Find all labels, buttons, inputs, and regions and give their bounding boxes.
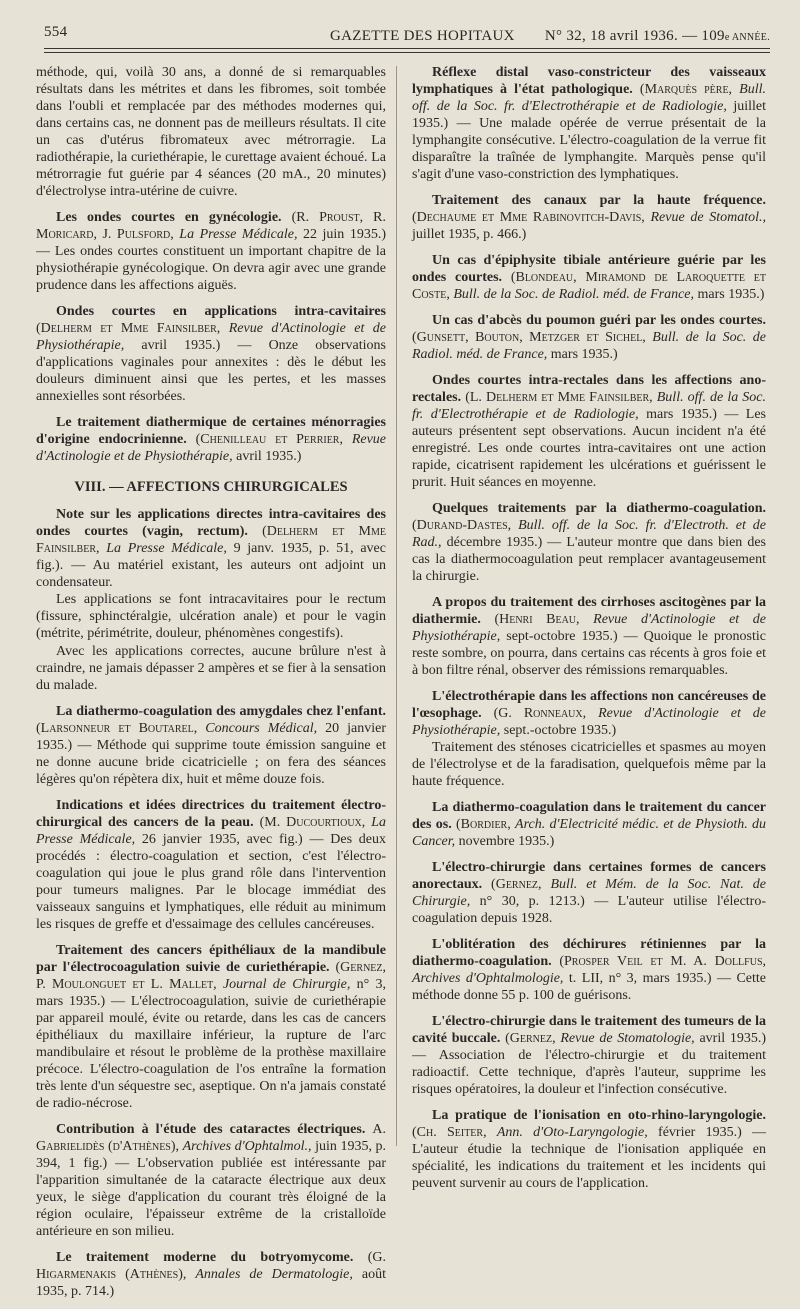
article-entry — [412, 1013, 766, 1098]
entry-title: Un cas d'abcès du poumon guéri par les ondes courtes. — [432, 313, 766, 328]
header-rule-bottom — [44, 52, 770, 53]
entry-text: novembre 1935.) — [458, 834, 555, 849]
entry-source: Revue d'Actinologie et de Physiothérapie, — [36, 432, 387, 464]
entry-authors: (Gunsett, Bouton, Metzger et Sichel, — [412, 330, 646, 345]
entry-authors: (Gernez, — [491, 877, 542, 892]
entry-text: avril 1935.) — [236, 449, 302, 464]
entry-source: Bull. off. de la Soc. fr. d'Electroth. et de Rad., — [412, 518, 767, 550]
article-entry — [36, 1121, 386, 1240]
article-entry — [36, 942, 386, 1112]
entry-title: La diathermo-coagulation dans le traitement du cancer des os. — [412, 800, 766, 832]
issue-info — [545, 28, 770, 45]
entry-title: Contribution à l'étude des cataractes électriques. — [56, 1122, 366, 1137]
article-entry — [412, 594, 766, 679]
entry-source: La Presse Médicale, — [179, 227, 298, 242]
page-header — [44, 18, 770, 48]
entry-title: Le traitement moderne du botryomycome. — [56, 1250, 354, 1265]
article-entry — [36, 209, 386, 294]
entry-authors: (L. Delherm et Mme Fainsilber, — [465, 390, 653, 405]
entry-authors: (Durand-Dastes, — [412, 518, 512, 533]
article-entry — [36, 703, 386, 788]
entry-text: sept.-octobre 1935.) — [503, 723, 617, 738]
entry-source: La Presse Médicale, — [106, 541, 227, 556]
entry-title: L'oblitération des déchirures rétiniennes par la diathermo-coagulation. — [412, 937, 766, 969]
entry-source: Revue de Stomatol., — [650, 210, 767, 225]
entry-authors: (Ch. Seiter, — [412, 1125, 487, 1140]
entry-title: L'électrothérapie dans les affections non cancéreuses de l'œsophage. — [412, 689, 766, 721]
entry-text: juillet 1935.) — Une malade opérée de verrue présentait de la lymphangite consécutive. L'électro-coagulation de la verrue fit disparaître la traînée de lymphangite. Marquès pense qu'il s'agit d'une vaso-constriction des lymphatiques. — [412, 99, 766, 182]
entry-authors: (Henri Beau, — [494, 612, 580, 627]
entry-authors: (R. Proust, R. Moricard, J. Pulsford, — [36, 210, 386, 242]
entry-authors: (Larsonneur et Boutarel, — [36, 721, 198, 736]
article-entry — [412, 64, 766, 183]
entry-text: mars 1935.) — [697, 287, 765, 302]
entry-title: Ondes courtes en applications intra-cavitaires — [56, 304, 386, 319]
entry-text: décembre 1935.) — L'auteur montre que dans bien des cas la diathermocoagulation peut remplacer avantageusement la chirurgie. — [412, 535, 767, 584]
entry-source: Revue d'Actinologie et de Physiothérapie, — [412, 612, 767, 644]
entry-title: L'électro-chirurgie dans certaines formes de cancers anorectaux. — [412, 860, 766, 892]
issue-date: N° 32, 18 avril 1936. — 109 — [544, 28, 725, 44]
entry-title: La pratique de l'ionisation en oto-rhino-laryngologie. — [432, 1108, 766, 1123]
article-entry — [36, 1249, 386, 1300]
entry-text: juin 1935, p. 394, 1 fig.) — L'observation publiée est intéressante par l'apparition simultanée de la cataracte électrique aux deux yeux, le siège d'application du courant très éloigné de la région oculaire, l'épaisseur extrême de la cristalloïde antérieure en son milieu. — [36, 1139, 387, 1239]
entry-text: 9 janv. 1935, p. 51, avec fig.). — Au matériel existant, les auteurs ont adjoint un condensateur. — [36, 541, 386, 590]
entry-text: 26 janvier 1935, avec fig.) — Des deux procédés : électro-coagulation et section, c'est l'électro-coagulation qui joue le plus grand rôle dans l'intervention pour tumeurs malignes. Par le blocage immédiat des vaisseaux sanguins et lymphatiques, elle réduit au minimum les risques de greffe et d'essaimage des cellules cancéreuses. — [36, 832, 386, 932]
entry-title: Quelques traitements par la diathermo-coagulation. — [432, 501, 766, 516]
entry-text: février 1935.) — L'auteur étudie la technique de l'ionisation appliquée en spécialité, les indications du traitement et les incidents qui peuvent survenir au cours de l'application. — [412, 1125, 767, 1191]
entry-authors: (Prosper Veil et M. A. Dollfus, — [559, 954, 767, 969]
entry-text: t. LII, n° 3, mars 1935.) — Cette méthode donne 55 p. 100 de guérisons. — [412, 971, 766, 1003]
entry-authors: (Dechaume et Mme Rabinovitch-Davis, — [412, 210, 645, 225]
entry-source: Revue de Stomatologie, — [560, 1031, 695, 1046]
entry-title: A propos du traitement des cirrhoses ascitogènes par la diathermie. — [412, 595, 766, 627]
article-entry — [412, 372, 766, 491]
entry-source: Bull. off. de la Soc. fr. d'Electrothérapie et de Radiologie, — [412, 390, 767, 422]
entry-source: Concours Médical, — [205, 721, 318, 736]
entry-source: Bull. de la Soc. de Radiol. méd. de France, — [453, 287, 695, 302]
entry-authors: (M. Ducourtioux, — [259, 815, 366, 830]
entry-source: Journal de Chirurgie, — [222, 977, 351, 992]
entry-authors: (Chenilleau et Perrier, — [195, 432, 343, 447]
entry-text: avril 1935.) — Association de l'électro-chirurgie et du traitement radioactif. Cette technique, d'après l'auteur, supprime les risques opératoires, la douleur et l'infection consécutive. — [412, 1031, 767, 1097]
article-entry — [36, 506, 386, 591]
entry-text: mars 1935.) — [550, 347, 618, 362]
entry-source: Bull. et Mém. de la Soc. Nat. de Chirurgie, — [412, 877, 767, 909]
article-entry — [412, 252, 766, 303]
article-entry — [412, 192, 766, 243]
article-entry — [412, 688, 766, 739]
entry-text: août 1935, p. 714.) — [36, 1267, 386, 1299]
entry-title: L'électro-chirurgie dans le traitement des tumeurs de la cavité buccale. — [412, 1014, 766, 1046]
continued-paragraph: méthode, qui, voilà 30 ans, a donné de si remarquables résultats dans les métrites et dans les fibromes, soit tombée dans l'oubli et remplacée par des méthodes modernes qui, dans certains cas, ne donnent pas de meilleurs résultats. Il cite un cas d'utérus fibromateux avec métrorragie. La radiothérapie, la curiethérapie, le curettage avaient échoué. La métrorragie fut guérie par 4 séances (20 mA., 20 minutes) d'électrolyse intra-utérine de cuivre. — [36, 65, 386, 199]
entry-text: 20 janvier 1935.) — Méthode qui supprime toute émission sanguine et ne donne aucune bride cicatricielle ; on fera des séances légères qu'on répètera dix, huit et même douze fois. — [36, 721, 387, 787]
entry-source: Arch. d'Electricité médic. et de Physioth. du Cancer, — [412, 817, 767, 849]
entry-text: 22 juin 1935.) — Les ondes courtes constituent un important chapitre de la physiothérapie gynécologique. On devra agir avec une grande prudence dans les affections aiguës. — [36, 227, 386, 293]
entry-paragraph: Avec les applications correctes, aucune brûlure n'est à craindre, ne jamais dépasser 2 ampères et se fier à la sensation du malade. — [36, 644, 386, 693]
entry-text: juillet 1935, p. 466.) — [412, 227, 527, 242]
entry-source: Archives d'Ophtalmol., — [182, 1139, 312, 1154]
article-entry — [412, 799, 766, 850]
entry-authors: (Delherm et Mme Fainsilber, — [36, 524, 386, 556]
entry-source: Bull. off. de la Soc. fr. d'Electrothérapie et de Radiologie, — [412, 82, 766, 114]
entry-source: Archives d'Ophtalmologie, — [412, 971, 564, 986]
page-number: 554 — [44, 24, 68, 40]
entry-title: Indications et idées directrices du traitement électro-chirurgical des cancers de la peau. — [36, 798, 386, 830]
entry-authors: (Gernez, P. Moulonguet et L. Mallet, — [36, 960, 387, 992]
journal-title: GAZETTE DES HOPITAUX — [330, 28, 515, 44]
entry-text: sept-octobre 1935.) — Quoique le pronostic reste sombre, on pourra, dans certains cas récents à gros foie et à bon filtre rénal, observer des rémissions remarquables. — [412, 629, 767, 678]
entry-text: avril 1935.) — Onze observations d'applications vaginales pour annexites : dès le début les douleurs diminuent ainsi que les pertes, et les masses annexielles sont résorbées. — [36, 338, 386, 404]
article-entry — [412, 1107, 766, 1192]
entry-authors: (Delherm et Mme Fainsilber, — [36, 321, 221, 336]
article-entry — [36, 414, 386, 465]
entry-title: La diathermo-coagulation des amygdales chez l'enfant. — [56, 704, 386, 719]
article-entry — [412, 936, 766, 1004]
entry-text: n° 3, mars 1935.) — L'électrocoagulation, suivie de curiethérapie par appareil moulé, évite ou retarde, dans les cas de cancers épithéliaux du maxillaire inférieur, la rupture de l'arc mandibulaire et résout le problème de la prothèse maxillaire précoce. L'électro-coagulation de l'os entraîne la formation très lente d'un séquestre sec, aseptique. On n'a jamais constaté de radio-nécrose. — [36, 977, 386, 1111]
article-entry — [36, 797, 386, 933]
entry-title: Traitement des canaux par la haute fréquence. — [432, 193, 766, 208]
entry-title: Les ondes courtes en gynécologie. — [56, 210, 282, 225]
entry-title: Le traitement diathermique de certaines ménorragies d'origine endocrinienne. — [36, 415, 386, 447]
entry-title: Note sur les applications directes intra-cavitaires des ondes courtes (vagin, rectum). — [36, 507, 386, 539]
header-rule-top — [44, 48, 770, 49]
article-entry — [412, 859, 766, 927]
entry-authors: A. Gabrielidès (d'Athènes), — [36, 1122, 387, 1154]
entry-text: n° 30, p. 1213.) — L'auteur utilise l'électro-coagulation depuis 1928. — [412, 894, 766, 926]
entry-source: Revue d'Actinologie et de Physiothérapie, — [412, 706, 767, 738]
column-separator — [396, 66, 397, 1146]
entry-authors: (G. Higarmenakis (Athènes), — [36, 1250, 386, 1282]
article-entry — [412, 312, 766, 363]
entry-source: La Presse Médicale, — [36, 815, 387, 847]
entry-title: Traitement des cancers épithéliaux de la mandibule par l'électrocoagulation suivie de curiethérapie. — [36, 943, 386, 975]
entry-source: Revue d'Actinologie et de Physiothérapie, — [36, 321, 387, 353]
right-column — [412, 64, 766, 1201]
entry-authors: (Blondeau, Miramond de Laroquette et Coste, — [412, 270, 767, 302]
entry-authors: (Bordier, — [456, 817, 511, 832]
entry-source: Bull. de la Soc. de Radiol. méd. de France, — [412, 330, 766, 362]
entry-authors: (Gernez, — [505, 1031, 556, 1046]
entry-authors: (Marquès père, — [639, 82, 733, 97]
left-column — [36, 64, 386, 1309]
section-heading: VIII. — AFFECTIONS CHIRURGICALES — [74, 479, 348, 495]
entry-source: Annales de Dermatologie, — [195, 1267, 353, 1282]
article-entry — [412, 500, 766, 585]
issue-year-suffix: e ANNÉE. — [724, 32, 770, 43]
entry-paragraph: Traitement des sténoses cicatricielles et spasmes au moyen de l'électrolyse et de la faradisation, quelquefois même par la haute fréquence. — [412, 740, 766, 789]
entry-authors: (G. Ronneaux, — [493, 706, 587, 721]
entry-paragraph: Les applications se font intracavitaires pour le rectum (fissure, sphinctéralgie, ulcération anale) et pour le vagin (métrite, périmétrite, douleur, phénomènes congestifs). — [36, 592, 386, 641]
entry-source: Ann. d'Oto-Laryngologie, — [496, 1125, 648, 1140]
entry-title: Un cas d'épiphysite tibiale antérieure guérie par les ondes courtes. — [412, 253, 766, 285]
entry-text: mars 1935.) — Les auteurs présentent sept observations. Aucun incident n'a été enregistré. Les onde courtes intra-cavitaires ont une action rapide, cicatrisent rapidement les ulcérations et guérissent le prurit. Huit séances en moyenne. — [412, 407, 767, 490]
entry-title: Réflexe distal vaso-constricteur des vaisseaux lymphatiques à l'état pathologique. — [412, 65, 766, 97]
article-entry — [36, 303, 386, 405]
entry-title: Ondes courtes intra-rectales dans les affections ano-rectales. — [412, 373, 766, 405]
